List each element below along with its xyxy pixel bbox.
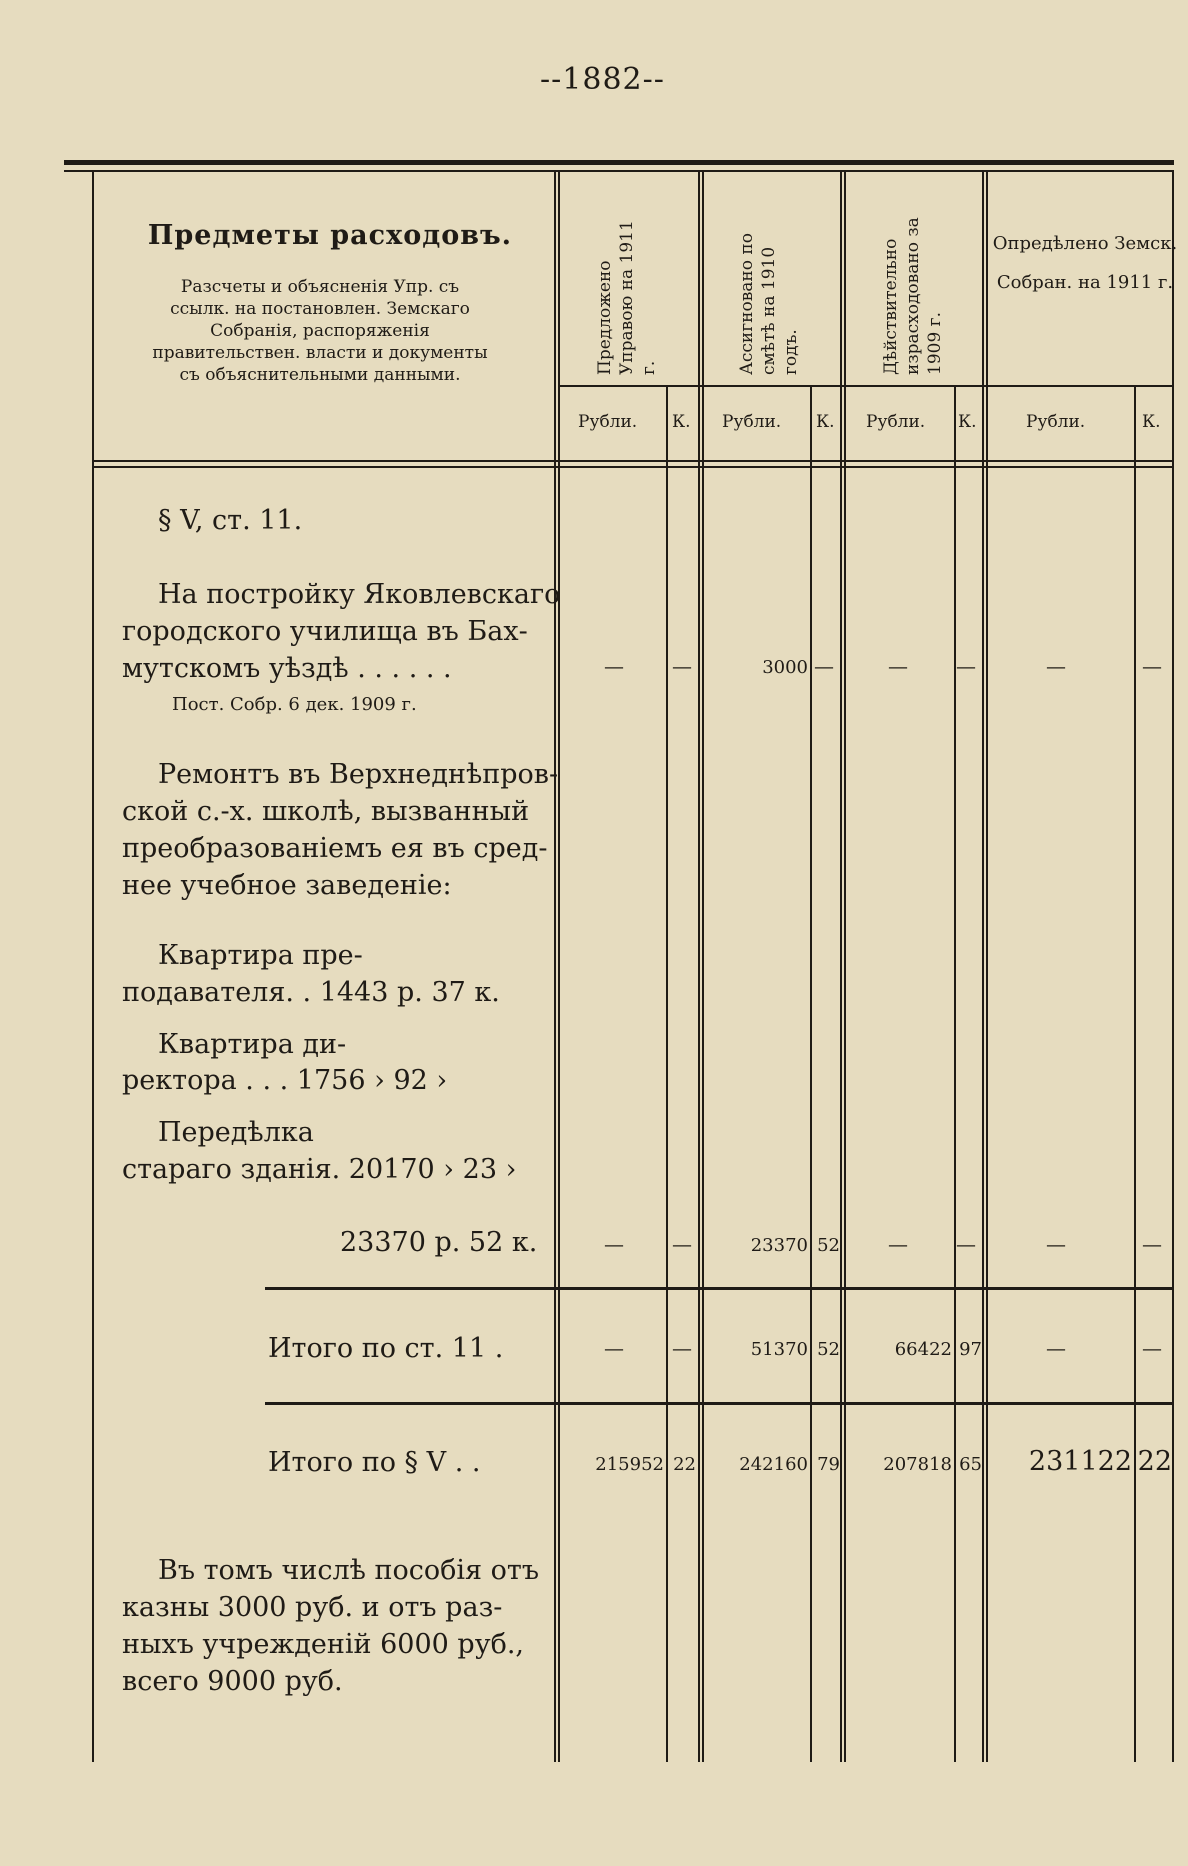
column-divider bbox=[554, 172, 556, 1762]
unit-rubles: Рубли. bbox=[722, 412, 782, 432]
empty-cell-dash: — bbox=[672, 654, 692, 678]
item-text: городского училища въ Бах- bbox=[122, 616, 528, 647]
column-divider bbox=[844, 172, 846, 1762]
unit-rubles: Рубли. bbox=[866, 412, 926, 432]
value-cell: 52 bbox=[817, 1235, 840, 1256]
value-cell: 66422 bbox=[894, 1339, 952, 1360]
sub-item-text: Квартира пре- bbox=[158, 940, 363, 971]
empty-cell-dash: — bbox=[604, 1232, 624, 1256]
subtotal-rule bbox=[265, 1287, 1172, 1290]
column-header-proposed: Предложено Управою на 1911 г. bbox=[595, 220, 659, 375]
value-cell: 22 bbox=[673, 1454, 696, 1475]
unit-rubles: Рубли. bbox=[1026, 412, 1086, 432]
header-subdivider bbox=[558, 385, 1172, 387]
unit-kopecks: К. bbox=[672, 412, 691, 432]
empty-cell-dash: — bbox=[1046, 1336, 1066, 1360]
column-header-determined: Опредѣлено Земск. Собран. на 1911 г. bbox=[992, 233, 1178, 293]
empty-cell-dash: — bbox=[604, 654, 624, 678]
total-rule bbox=[265, 1402, 1172, 1405]
empty-cell-dash: — bbox=[956, 1232, 976, 1256]
empty-cell-dash: — bbox=[956, 654, 976, 678]
footnote-text: Въ томъ числѣ пособія отъ bbox=[158, 1555, 540, 1586]
header-bottom-rule bbox=[92, 460, 1172, 462]
footnote-text: ныхъ учрежденій 6000 руб., bbox=[122, 1629, 525, 1660]
column-header-assigned: Ассигновано по смѣтѣ на 1910 годъ. bbox=[737, 233, 801, 375]
empty-cell-dash: — bbox=[888, 1232, 908, 1256]
total-article-label: Итого по ст. 11 . bbox=[268, 1333, 504, 1364]
top-rule bbox=[64, 160, 1174, 165]
value-cell: 52 bbox=[817, 1339, 840, 1360]
value-cell: 215952 bbox=[595, 1454, 664, 1475]
value-cell: 97 bbox=[959, 1339, 982, 1360]
empty-cell-dash: — bbox=[672, 1336, 692, 1360]
unit-kopecks: К. bbox=[958, 412, 977, 432]
column-divider bbox=[558, 172, 560, 1762]
unit-rubles: Рубли. bbox=[578, 412, 638, 432]
column-divider bbox=[982, 172, 984, 1762]
sub-item-text: ректора . . . 1756 › 92 › bbox=[122, 1065, 448, 1096]
item-text: На постройку Яковлевскаго bbox=[158, 579, 561, 610]
item-text: преобразованіемъ ея въ сред- bbox=[122, 833, 548, 864]
sub-item-text: Квартира ди- bbox=[158, 1029, 347, 1060]
value-cell: 207818 bbox=[883, 1454, 952, 1475]
empty-cell-dash: — bbox=[1142, 1232, 1162, 1256]
empty-cell-dash: — bbox=[888, 654, 908, 678]
table-right-border bbox=[1172, 172, 1174, 1762]
item-text: мутскомъ уѣздѣ . . . . . . bbox=[122, 653, 452, 684]
footnote-text: всего 9000 руб. bbox=[122, 1666, 343, 1697]
header-bottom-rule-2 bbox=[92, 466, 1172, 468]
section-heading: § V, ст. 11. bbox=[158, 505, 303, 536]
item-text: нее учебное заведеніе: bbox=[122, 870, 452, 901]
item-text: ской с.-х. школѣ, вызванный bbox=[122, 796, 530, 827]
item-note: Пост. Собр. 6 дек. 1909 г. bbox=[172, 694, 417, 715]
header-title: Предметы расходовъ. bbox=[147, 220, 513, 251]
value-cell: 65 bbox=[959, 1454, 982, 1475]
column-divider bbox=[810, 385, 812, 1762]
value-cell: 79 bbox=[817, 1454, 840, 1475]
page-number: --1882-- bbox=[540, 62, 665, 97]
sub-item-text: подавателя. . 1443 р. 37 к. bbox=[122, 977, 500, 1008]
empty-cell-dash: — bbox=[604, 1336, 624, 1360]
column-divider bbox=[698, 172, 700, 1762]
total-section-label: Итого по § V . . bbox=[268, 1447, 481, 1478]
value-cell: 23370 bbox=[750, 1235, 808, 1256]
value-cell: 231122 bbox=[1028, 1446, 1132, 1477]
column-divider bbox=[954, 385, 956, 1762]
value-cell: 3000 bbox=[762, 657, 808, 678]
empty-cell-dash: — bbox=[814, 654, 834, 678]
unit-kopecks: К. bbox=[1142, 412, 1161, 432]
column-divider bbox=[702, 172, 704, 1762]
empty-cell-dash: — bbox=[1046, 654, 1066, 678]
column-divider bbox=[666, 385, 668, 1762]
footnote-text: казны 3000 руб. и отъ раз- bbox=[122, 1592, 503, 1623]
top-rule-thin bbox=[64, 170, 1174, 172]
value-cell: 51370 bbox=[750, 1339, 808, 1360]
column-header-spent: Дѣйствительно израсходовано за 1909 г. bbox=[881, 217, 945, 375]
empty-cell-dash: — bbox=[1142, 654, 1162, 678]
value-cell: 242160 bbox=[739, 1454, 808, 1475]
column-divider bbox=[840, 172, 842, 1762]
column-divider bbox=[1134, 385, 1136, 1762]
subtotal-text: 23370 р. 52 к. bbox=[340, 1227, 538, 1258]
sub-item-text: Передѣлка bbox=[158, 1117, 314, 1148]
unit-kopecks: К. bbox=[816, 412, 835, 432]
empty-cell-dash: — bbox=[1142, 1336, 1162, 1360]
item-text: Ремонтъ въ Верхнеднѣпров- bbox=[158, 759, 559, 790]
empty-cell-dash: — bbox=[1046, 1232, 1066, 1256]
sub-item-text: стараго зданія. 20170 › 23 › bbox=[122, 1154, 517, 1185]
header-subtitle: Разсчеты и объясненія Упр. съ ссылк. на постановлен. Земскаго Собранія, распоряженія правительствен. власти и документы съ объяснительными данными. bbox=[152, 277, 488, 385]
column-divider bbox=[986, 172, 988, 1762]
table-left-border bbox=[92, 172, 94, 1762]
value-cell: 22 bbox=[1137, 1446, 1172, 1477]
empty-cell-dash: — bbox=[672, 1232, 692, 1256]
